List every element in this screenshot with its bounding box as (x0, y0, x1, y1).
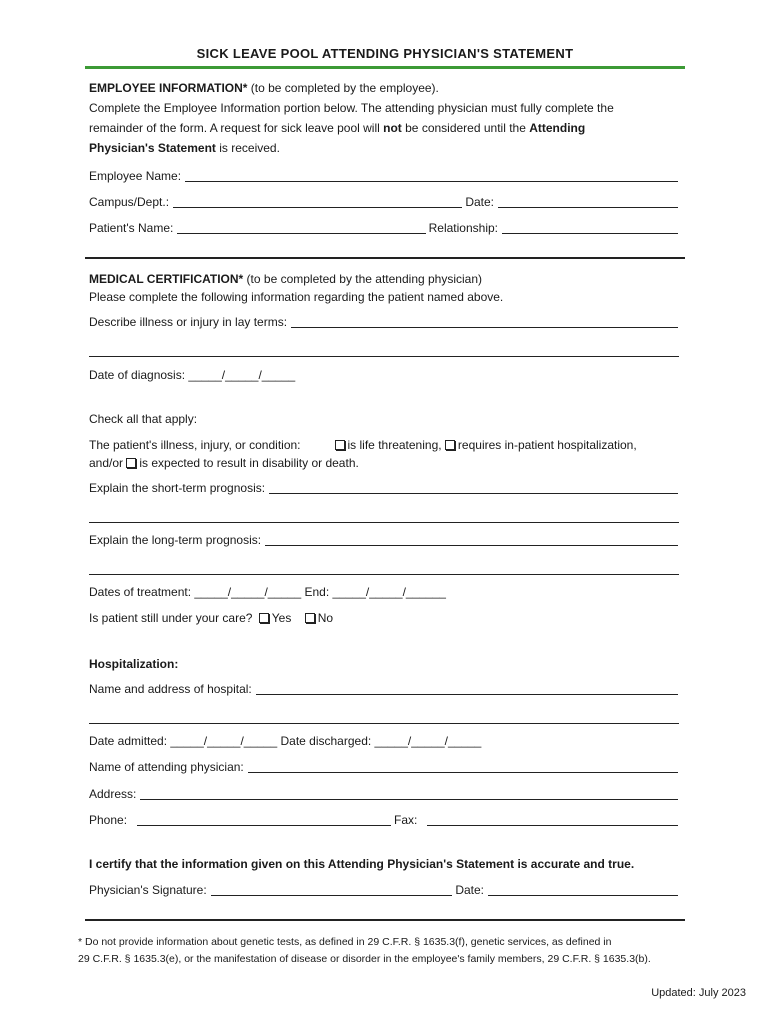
hospital-section-heading (89, 657, 681, 672)
employee-name-label: Employee Name: (89, 169, 182, 183)
intro-text: remainder of the form. A request for sick leave pool will (89, 121, 384, 135)
certify-statement-text: I certify that the information given on this Attending Physician's Statement is accurate and true. (89, 857, 635, 871)
still-care-label: Is patient still under your care? (89, 611, 253, 625)
campus-field[interactable] (173, 196, 462, 208)
footnote-line-2: 29 C.F.R. § 1635.3(e), or the manifestation of disease or disorder in the employee's family members, 29 C.F.R. § 1635.3(b). (78, 953, 651, 965)
admission-dates-field[interactable]: Date admitted: _____/_____/_____ Date discharged: _____/_____/_____ (89, 734, 482, 748)
footnote-line-1: * Do not provide information about genetic tests, as defined in 29 C.F.R. § 1635.3(f), genetic services, as defined in (78, 936, 612, 948)
medical-section-heading-line (89, 272, 681, 287)
updated-date: Updated: July 2023 (651, 987, 746, 999)
physician-name-row (89, 760, 681, 775)
disability-checkbox[interactable] (126, 458, 136, 468)
employee-section-heading: EMPLOYEE INFORMATION* (89, 81, 248, 95)
describe-label: Describe illness or injury in lay terms: (89, 315, 288, 329)
physician-name-field[interactable] (248, 761, 678, 773)
section-divider (85, 257, 685, 259)
physician-name-label: Name of attending physician: (89, 760, 244, 774)
yes-checkbox[interactable] (259, 613, 269, 623)
patient-name-label: Patient's Name: (89, 221, 174, 235)
condition-label: The patient's illness, injury, or condition: (89, 438, 301, 452)
employee-intro-1: Complete the Employee Information portion below. The attending physician must fully complete the (89, 101, 614, 115)
describe-field-line-2[interactable] (89, 355, 679, 357)
intro-text: is received. (215, 141, 280, 155)
long-term-label: Explain the long-term prognosis: (89, 533, 262, 547)
intro-text: be considered until the (401, 121, 530, 135)
still-care-row (89, 611, 681, 626)
employee-name-field[interactable] (185, 170, 678, 182)
certify-statement (89, 857, 681, 872)
disability-row (89, 456, 681, 471)
intro-emphasis-not: not (383, 121, 402, 135)
hospital-heading-text: Hospitalization: (89, 657, 179, 671)
condition-row (89, 438, 681, 453)
signature-field[interactable] (211, 884, 453, 896)
employee-date-field[interactable] (498, 196, 678, 208)
relationship-field[interactable] (502, 222, 678, 234)
employee-intro-2 (89, 121, 681, 136)
phone-fax-row (89, 813, 681, 828)
signature-label: Physician's Signature: (89, 883, 207, 897)
inpatient-label: requires in-patient hospitalization, (457, 438, 637, 452)
hospital-name-label: Name and address of hospital: (89, 682, 252, 696)
title-divider (85, 66, 685, 69)
signature-date-label: Date: (455, 883, 484, 897)
phone-label: Phone: (89, 813, 128, 827)
no-label: No (317, 611, 334, 625)
employee-name-row (89, 169, 681, 184)
medical-section-note: (to be completed by the attending physician) (243, 272, 483, 286)
diagnosis-date-field[interactable]: Date of diagnosis: _____/_____/_____ (89, 368, 296, 382)
short-term-field-line-2[interactable] (89, 521, 679, 523)
campus-row (89, 195, 681, 210)
medical-intro: Please complete the following information regarding the patient named above. (89, 290, 504, 304)
medical-section-heading: MEDICAL CERTIFICATION* (89, 272, 244, 286)
physician-address-row (89, 787, 681, 802)
life-threatening-label: is life threatening, (347, 438, 442, 452)
describe-row (89, 315, 681, 330)
disability-label: is expected to result in disability or death. (139, 456, 359, 470)
footer-divider (85, 919, 685, 921)
fax-label: Fax: (394, 813, 418, 827)
employee-date-label: Date: (465, 195, 494, 209)
relationship-label: Relationship: (428, 221, 498, 235)
check-all-label: Check all that apply: (89, 412, 198, 426)
life-threatening-checkbox[interactable] (335, 440, 345, 450)
fax-field[interactable] (427, 814, 678, 826)
short-term-row (89, 481, 681, 496)
describe-field[interactable] (291, 316, 678, 328)
long-term-row (89, 533, 681, 548)
physician-address-field[interactable] (140, 788, 678, 800)
long-term-field-line-2[interactable] (89, 573, 679, 575)
long-term-field[interactable] (265, 534, 678, 546)
form-title: SICK LEAVE POOL ATTENDING PHYSICIAN'S STATEMENT (196, 46, 574, 61)
no-checkbox[interactable] (305, 613, 315, 623)
intro-emphasis-attending: Attending (529, 121, 586, 135)
intro-emphasis-statement: Physician's Statement (89, 141, 216, 155)
signature-date-field[interactable] (488, 884, 678, 896)
hospital-address-field-line-2[interactable] (89, 722, 679, 724)
inpatient-checkbox[interactable] (445, 440, 455, 450)
patient-name-field[interactable] (177, 222, 425, 234)
campus-label: Campus/Dept.: (89, 195, 170, 209)
employee-section-note: (to be completed by the employee). (247, 81, 439, 95)
employee-section-heading-line (89, 81, 681, 96)
andor-label: and/or (89, 456, 124, 470)
physician-address-label: Address: (89, 787, 137, 801)
yes-label: Yes (271, 611, 292, 625)
employee-intro-3 (89, 141, 681, 156)
short-term-label: Explain the short-term prognosis: (89, 481, 266, 495)
hospital-name-field[interactable] (256, 683, 678, 695)
patient-row (89, 221, 681, 236)
treatment-dates-field[interactable]: Dates of treatment: _____/_____/_____ End: _____/_____/______ (89, 585, 446, 599)
hospital-name-row (89, 682, 681, 697)
phone-field[interactable] (137, 814, 391, 826)
signature-row (89, 883, 681, 898)
short-term-field[interactable] (269, 482, 678, 494)
